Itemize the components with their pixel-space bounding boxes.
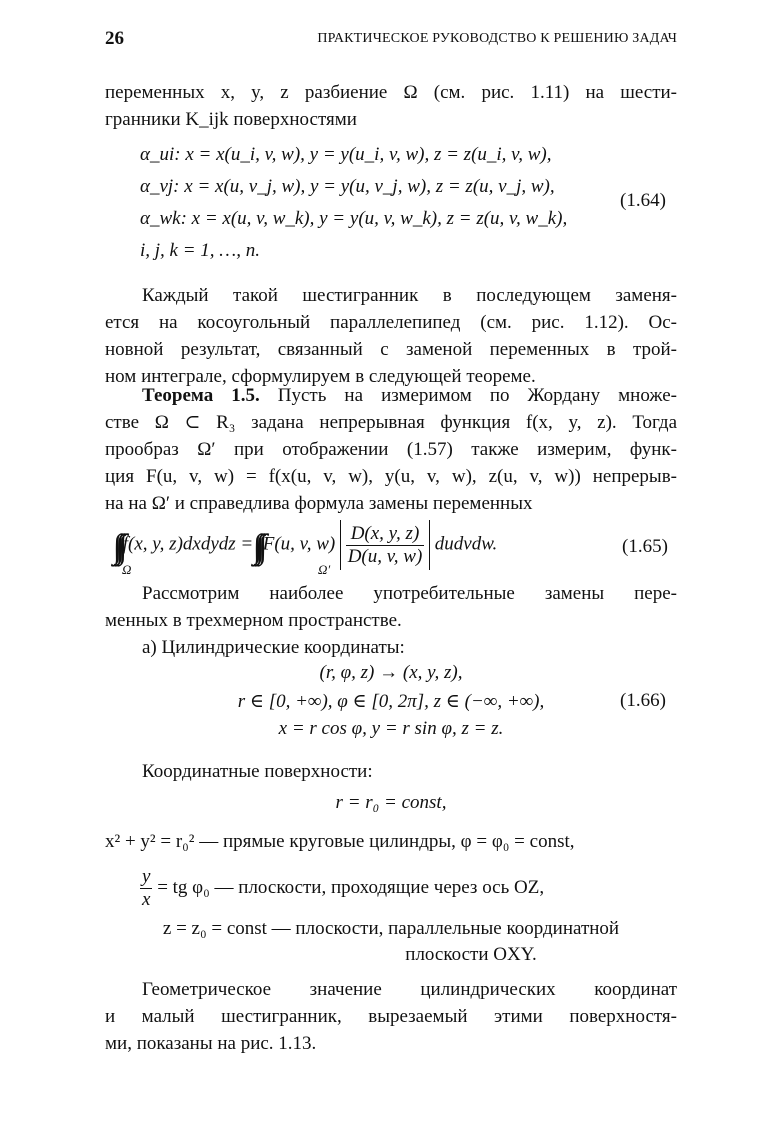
- eq-1-65: [118, 520, 497, 580]
- eq-1-65-rhs-func: F(u, v, w): [262, 533, 336, 555]
- frac-num: y: [142, 866, 151, 887]
- eq-1-66-number: (1.66): [620, 690, 666, 711]
- paragraph-1: [105, 282, 677, 390]
- page-number: 26: [105, 28, 124, 49]
- page-header: [105, 28, 677, 54]
- theorem-line-4: ция F(u, v, w) = f(x(u, v, w), y(u, v, w), z(u, v, w)) непрерыв-: [105, 466, 677, 487]
- abs-bar-right: [429, 520, 430, 570]
- running-title: ПРАКТИЧЕСКОЕ РУКОВОДСТВО К РЕШЕНИЮ ЗАДАЧ: [317, 31, 677, 46]
- para2-line-2: менных в трехмерном пространстве.: [105, 610, 402, 631]
- coord-surfaces-title-block: [105, 758, 677, 785]
- paragraph-3: [105, 976, 677, 1057]
- eq-1-65-tail: dudvdw.: [434, 533, 498, 555]
- eq-1-64-row-3: α_wk: x = x(u, v, w_k), y = y(u, v, w_k), z = z(u, v, w_k),: [140, 208, 568, 229]
- planes-text: = tg φ₀ — плоскости, проходящие через ось OZ,: [157, 876, 545, 898]
- para3-line-2: и малый шестигранник, вырезаемый этими поверхностя-: [105, 1006, 677, 1027]
- coord-surfaces-title: Координатные поверхности:: [142, 761, 373, 782]
- jacobian-numerator: D(x, y, z): [346, 523, 425, 546]
- intro-line-1: переменных x, y, z разбиение Ω (см. рис. 1.11) на шести-: [105, 82, 677, 103]
- r-const: r = r₀ = const,: [335, 792, 447, 813]
- para3-line-3: ми, показаны на рис. 1.13.: [105, 1033, 317, 1054]
- paragraph-2: [105, 580, 677, 661]
- theorem-block: [105, 382, 677, 517]
- eq-1-64-row-4: i, j, k = 1, …, n.: [140, 240, 260, 261]
- planes-line: [140, 866, 544, 911]
- y-over-x: [140, 866, 152, 911]
- eq-1-64-row-1: α_ui: x = x(u_i, v, w), y = y(u_i, v, w), z = z(u_i, v, w),: [140, 144, 552, 165]
- jacobian-denominator: D(u, v, w): [347, 545, 423, 567]
- abs-bar-left: [340, 520, 341, 570]
- rhs-domain: Ω′: [318, 562, 331, 577]
- eq-1-64-number: (1.64): [620, 190, 666, 211]
- cylinders-line: x² + y² = r₀² — прямые круговые цилиндры, φ = φ₀ = const,: [105, 831, 575, 852]
- z-const-line-1: z = z₀ = const — плоскости, параллельные координатной: [162, 918, 620, 939]
- eq-1-66-row-2: r ∈ [0, +∞), φ ∈ [0, 2π], z ∈ (−∞, +∞),: [237, 691, 545, 712]
- theorem-label: Теорема 1.5.: [142, 385, 260, 406]
- intro-paragraph: [105, 79, 677, 133]
- eq-1-66-row-3: x = r cos φ, y = r sin φ, z = z.: [278, 718, 504, 739]
- theorem-line-5: на на Ω′ и справедлива формула замены переменных: [105, 493, 533, 514]
- theorem-line-3: прообраз Ω′ при отображении (1.57) также измерим, функ-: [105, 439, 677, 460]
- theorem-text-1: Пусть на измеримом по Жордану множе-: [259, 385, 677, 406]
- jacobian-fraction: [346, 523, 425, 568]
- para1-line-4: ном интеграле, сформулируем в следующей теореме.: [105, 366, 536, 387]
- z-const-line-2: плоскости OXY.: [405, 944, 537, 965]
- para2-line-1: Рассмотрим наиболее употребительные замены пере-: [142, 583, 677, 604]
- para3-line-1: Геометрическое значение цилиндрических координат: [142, 979, 677, 1000]
- eq-1-66-row-1: (r, φ, z) → (x, y, z),: [319, 662, 463, 683]
- item-a: а) Цилиндрические координаты:: [142, 637, 405, 658]
- lhs-domain: Ω: [122, 562, 132, 577]
- cylinders-line-block: [105, 828, 677, 855]
- eq-1-65-number: (1.65): [622, 536, 668, 557]
- theorem-line-1: [105, 382, 677, 409]
- para1-line-1: Каждый такой шестигранник в последующем заменя-: [142, 285, 677, 306]
- eq-1-65-lhs: f(x, y, z)dxdydz =: [122, 533, 254, 555]
- theorem-line-2: стве Ω ⊂ R₃ задана непрерывная функция f(x, y, z). Тогда: [105, 412, 677, 433]
- intro-line-2: гранники K_ijk поверхностями: [105, 109, 357, 130]
- para1-line-2: ется на косоугольный параллелепипед (см. рис. 1.12). Ос-: [105, 312, 677, 333]
- frac-den: x: [142, 889, 151, 910]
- eq-1-64-row-2: α_vj: x = x(u, v_j, w), y = y(u, v_j, w), z = z(u, v_j, w),: [140, 176, 555, 197]
- para1-line-3: новной результат, связанный с заменой переменных в трой-: [105, 339, 677, 360]
